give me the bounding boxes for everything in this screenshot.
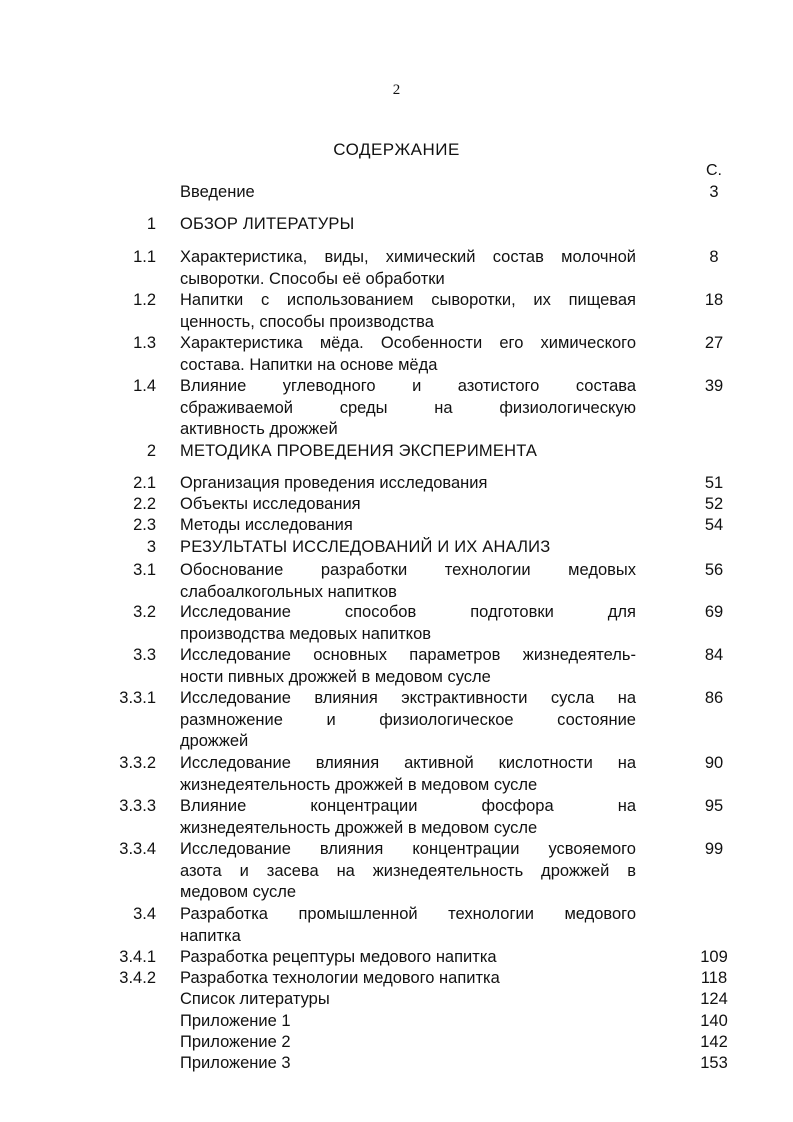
- toc-entry-page: 153: [700, 1054, 728, 1072]
- toc-entry-title: Исследование влияния концентрации усвояемого азота и засева на жизнедеятельность дрожжей в медовом сусле: [180, 840, 636, 901]
- page-title: СОДЕРЖАНИЕ: [333, 140, 460, 159]
- toc-entry-page: 90: [704, 754, 724, 772]
- toc-entry-number: 3.4.1: [119, 948, 156, 966]
- toc-entry-page: 118: [700, 969, 728, 987]
- toc-entry-title: Исследование влияния активной кислотности на жизнедеятельность дрожжей в медовом сусле: [180, 754, 636, 794]
- toc-entry-title: МЕТОДИКА ПРОВЕДЕНИЯ ЭКСПЕРИМЕНТА: [180, 442, 538, 460]
- toc-entry-number: 3.4: [133, 905, 156, 923]
- toc-entry-title: Приложение 2: [180, 1033, 291, 1051]
- toc-entry-page: 69: [704, 603, 724, 621]
- toc-entry-title: Характеристика, виды, химический состав молочной сыворотки. Способы её обработки: [180, 248, 636, 288]
- toc-entry-page: 51: [704, 474, 724, 492]
- toc-entry-number: 2.3: [133, 516, 156, 534]
- toc-entry-title: Характеристика мёда. Особенности его химического состава. Напитки на основе мёда: [180, 334, 636, 374]
- toc-entry-title: Исследование влияния экстрактивности сусла на размножение и физиологическое состояние дрожжей: [180, 689, 636, 750]
- toc-entry-title: РЕЗУЛЬТАТЫ ИССЛЕДОВАНИЙ И ИХ АНАЛИЗ: [180, 538, 551, 556]
- toc-entry-number: 3.3.4: [119, 840, 156, 858]
- toc-entry-page: 54: [704, 516, 724, 534]
- toc-entry-number: 3.1: [133, 561, 156, 579]
- toc-entry-page: 56: [704, 561, 724, 579]
- toc-entry-page: 142: [700, 1033, 728, 1051]
- toc-entry-page: 99: [704, 840, 724, 858]
- toc-entry-number: 3: [146, 538, 156, 556]
- toc-entry-title: Разработка рецептуры медового напитка: [180, 948, 497, 966]
- toc-entry-title: Разработка технологии медового напитка: [180, 969, 500, 987]
- toc-entry-title: Разработка промышленной технологии медового напитка: [180, 905, 636, 945]
- toc-entry-number: 3.3: [133, 646, 156, 664]
- toc-entry-number: 2.2: [133, 495, 156, 513]
- toc-entry-title: Исследование основных параметров жизнедеятель- ности пивных дрожжей в медовом сусле: [180, 646, 636, 686]
- toc-entry-number: 2: [146, 442, 156, 460]
- toc-entry-number: 1.4: [133, 377, 156, 395]
- toc-entry-number: 3.3.2: [119, 754, 156, 772]
- toc-entry-title: Напитки с использованием сыворотки, их пищевая ценность, способы производства: [180, 291, 636, 331]
- toc-entry-title: Введение: [180, 183, 255, 201]
- toc-entry-title: Исследование способов подготовки для производства медовых напитков: [180, 603, 636, 643]
- toc-entry-number: 2.1: [133, 474, 156, 492]
- toc-entry-title: Приложение 1: [180, 1012, 291, 1030]
- toc-entry-page: 109: [700, 948, 728, 966]
- toc-entry-page: 3: [709, 183, 719, 201]
- toc-entry-number: 1.3: [133, 334, 156, 352]
- toc-entry-number: 3.3.3: [119, 797, 156, 815]
- toc-entry-page: 8: [709, 248, 719, 266]
- toc-entry-title: Объекты исследования: [180, 495, 361, 513]
- toc-entry-title: Приложение 3: [180, 1054, 291, 1072]
- toc-entry-title: ОБЗОР ЛИТЕРАТУРЫ: [180, 215, 355, 233]
- toc-entry-number: 3.4.2: [119, 969, 156, 987]
- page-number: 2: [392, 82, 401, 98]
- toc-entry-page: 39: [704, 377, 724, 395]
- toc-entry-number: 3.3.1: [119, 689, 156, 707]
- toc-entry-page: 52: [704, 495, 724, 513]
- toc-entry-page: 140: [700, 1012, 728, 1030]
- toc-entry-page: 124: [700, 990, 728, 1008]
- toc-entry-page: 95: [704, 797, 724, 815]
- toc-entry-title: Влияние углеводного и азотистого состава сбраживаемой среды на физиологическую активность дрожжей: [180, 377, 636, 438]
- toc-entry-title: Список литературы: [180, 990, 330, 1008]
- toc-entry-number: 3.2: [133, 603, 156, 621]
- toc-entry-number: 1.1: [133, 248, 156, 266]
- toc-entry-title: Обоснование разработки технологии медовых слабоалкогольных напитков: [180, 561, 636, 601]
- toc-entry-page: 86: [704, 689, 724, 707]
- toc-entry-title: Методы исследования: [180, 516, 353, 534]
- toc-entry-page: 18: [704, 291, 724, 309]
- toc-entry-number: 1: [146, 215, 156, 233]
- toc-entry-page: 84: [704, 646, 724, 664]
- toc-entry-title: Организация проведения исследования: [180, 474, 488, 492]
- toc-entry-page: 27: [704, 334, 724, 352]
- page-column-header: С.: [706, 162, 722, 179]
- toc-entry-title: Влияние концентрации фосфора на жизнедеятельность дрожжей в медовом сусле: [180, 797, 636, 837]
- toc-entry-number: 1.2: [133, 291, 156, 309]
